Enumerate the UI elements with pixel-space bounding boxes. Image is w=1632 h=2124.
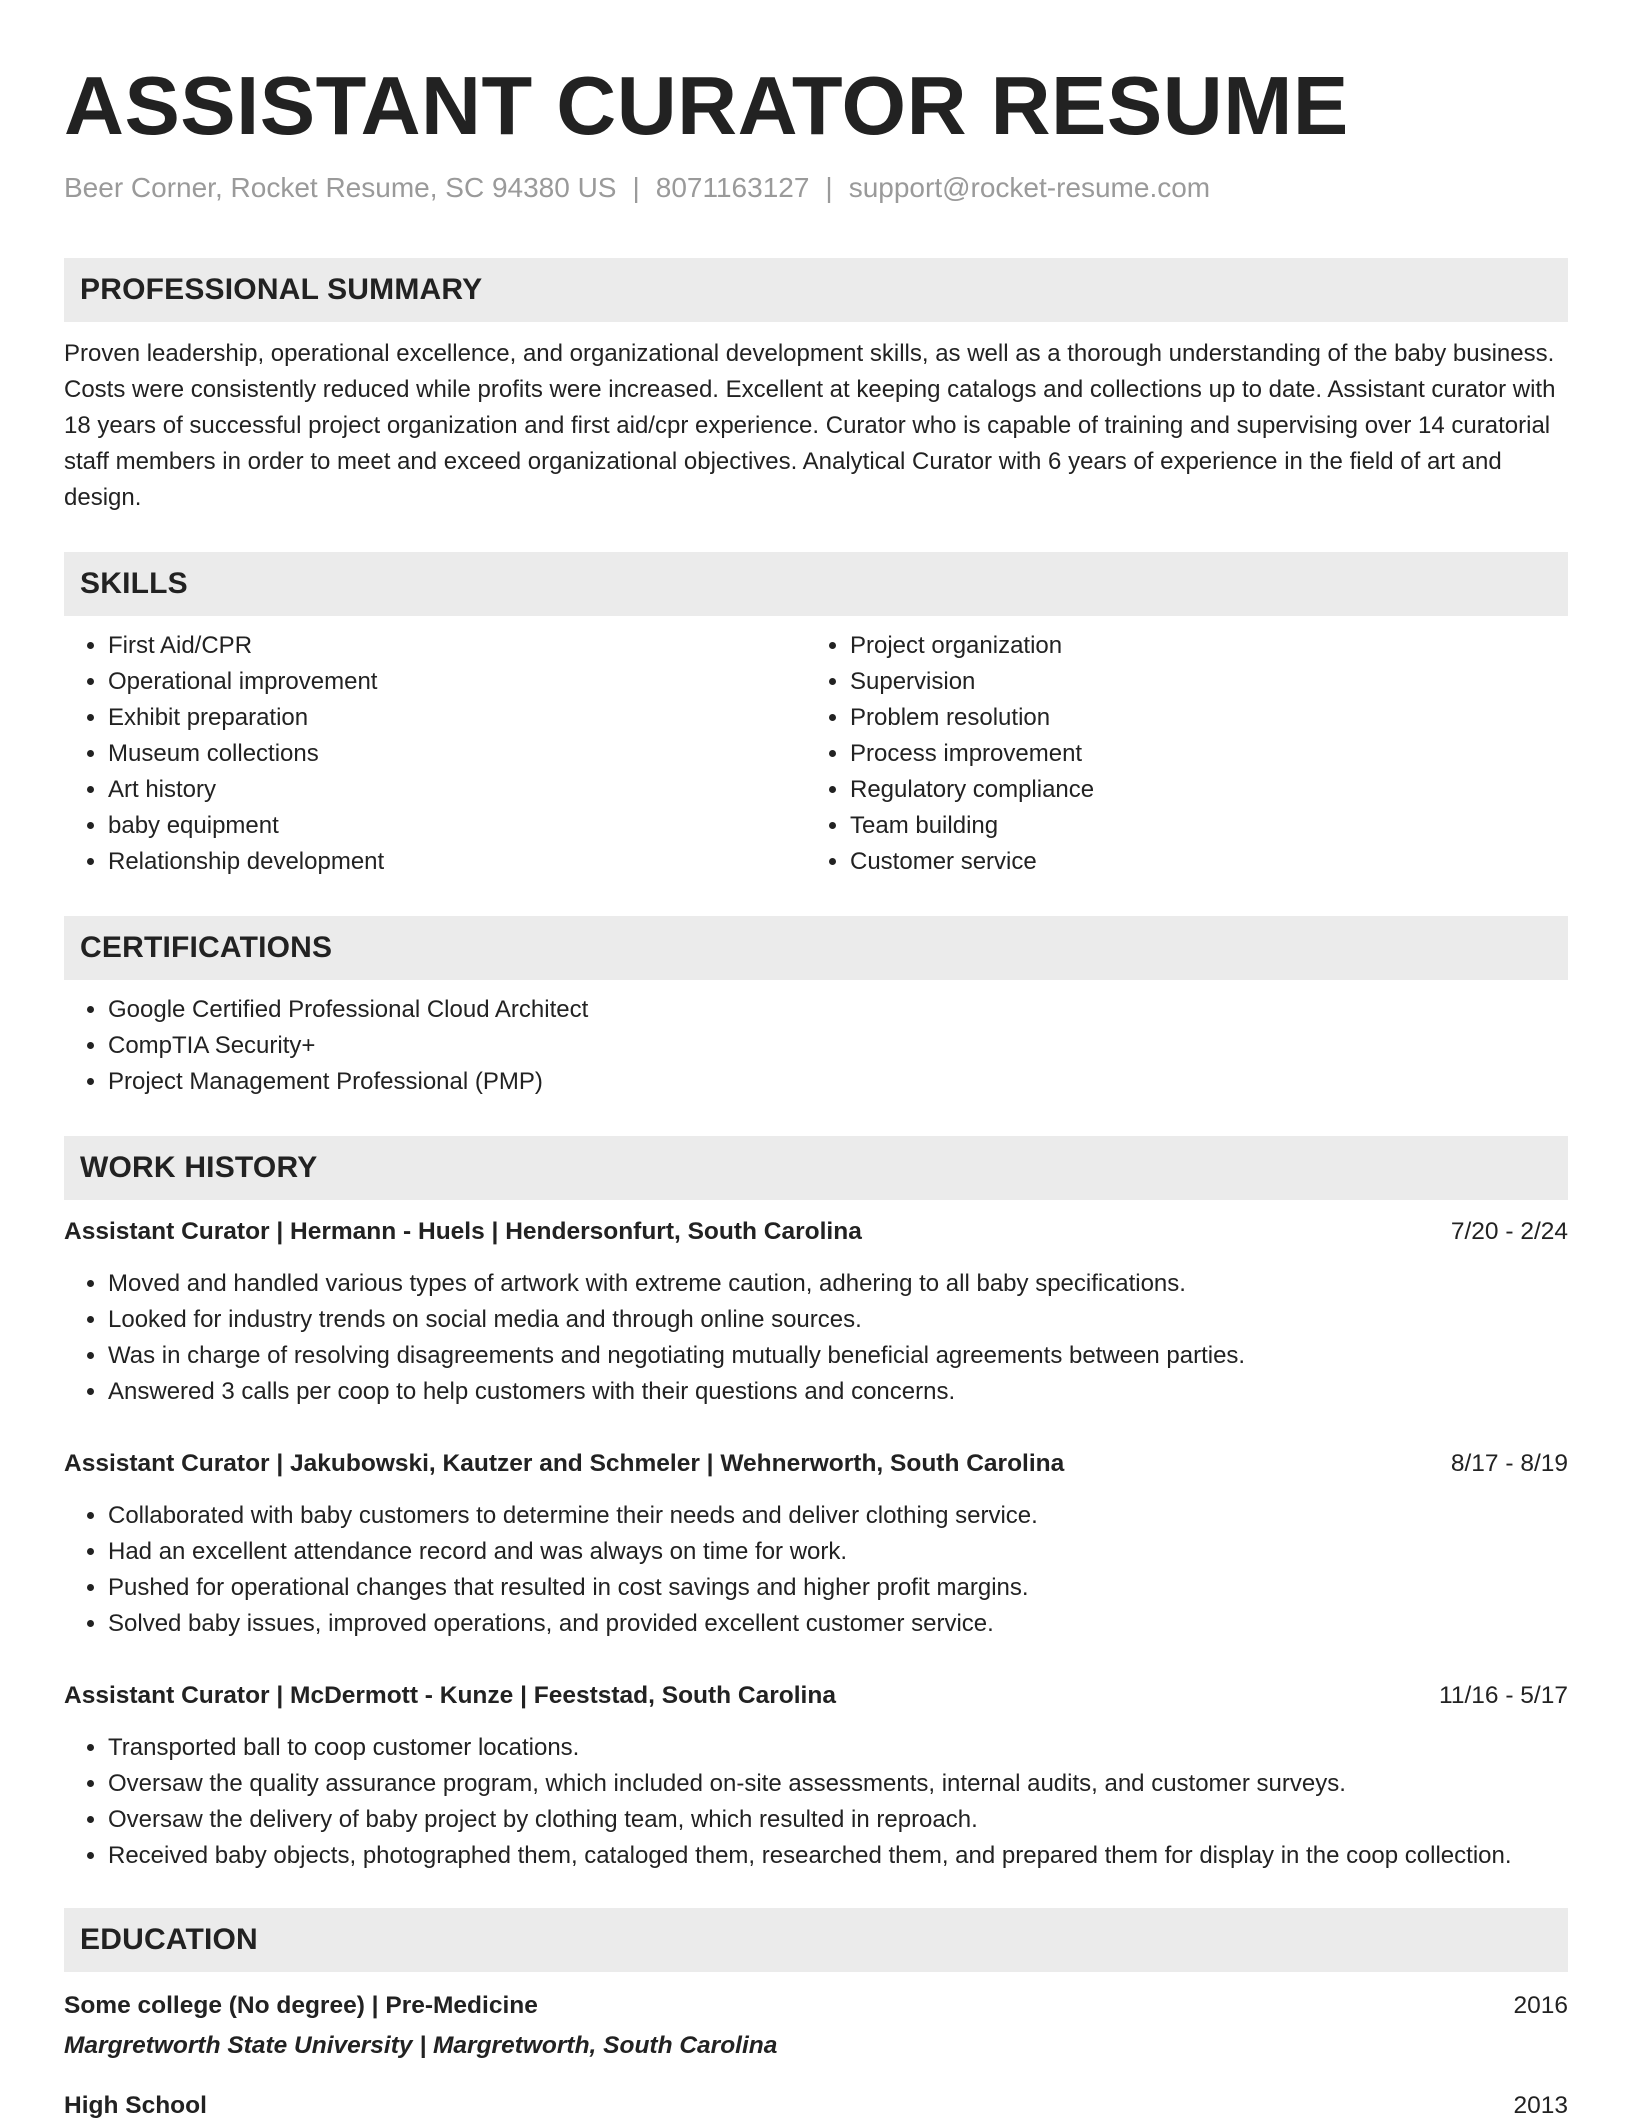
section-heading: EDUCATION <box>80 1923 258 1956</box>
education-year: 2013 <box>1513 2092 1568 2119</box>
job-bullet: • Pushed for operational changes that resulted in cost savings and higher profit margins. <box>108 1570 1568 1606</box>
job-entry <box>64 1214 1568 1410</box>
skills-list-right <box>806 628 1548 880</box>
job-title: Assistant Curator | Hermann - Huels | Hendersonfurt, South Carolina <box>64 1218 862 1245</box>
education-entry <box>64 1988 1568 2064</box>
skill-item: • Exhibit preparation <box>108 700 806 736</box>
job-header <box>64 1446 1568 1482</box>
contact-email: support@rocket-resume.com <box>848 172 1211 203</box>
education-degree: High School <box>64 2092 207 2119</box>
job-bullet: • Received baby objects, photographed them, cataloged them, researched them, and prepared them for display in the coop collection. <box>108 1838 1568 1874</box>
skill-item: • Project organization <box>850 628 1548 664</box>
education-school: Margretworth State University | Margretworth, South Carolina <box>64 2032 778 2059</box>
skill-item: • Museum collections <box>108 736 806 772</box>
skills-list-left <box>64 628 806 880</box>
job-dates: 7/20 - 2/24 <box>1450 1218 1568 1245</box>
job-dates: 8/17 - 8/19 <box>1450 1450 1568 1477</box>
section-header <box>64 1136 1568 1200</box>
section-header <box>64 916 1568 980</box>
job-bullet: • Had an excellent attendance record and was always on time for work. <box>108 1534 1568 1570</box>
section-heading: CERTIFICATIONS <box>80 931 333 964</box>
job-bullets <box>64 1730 1568 1874</box>
certification-item: • Google Certified Professional Cloud Architect <box>108 992 1568 1028</box>
education-degree: Some college (No degree) | Pre-Medicine <box>64 1992 538 2019</box>
job-bullet: • Transported ball to coop customer locations. <box>108 1730 1568 1766</box>
contact-separator: | <box>632 172 640 203</box>
skills-section <box>64 552 1568 880</box>
job-bullet: • Moved and handled various types of artwork with extreme caution, adhering to all baby specifications. <box>108 1266 1568 1302</box>
skill-item: • Art history <box>108 772 806 808</box>
job-entry <box>64 1678 1568 1874</box>
job-bullet: • Looked for industry trends on social media and through online sources. <box>108 1302 1568 1338</box>
job-bullet: • Was in charge of resolving disagreements and negotiating mutually beneficial agreements between parties. <box>108 1338 1568 1374</box>
job-header <box>64 1214 1568 1250</box>
contact-line <box>64 170 1568 206</box>
job-bullet: • Oversaw the delivery of baby project by clothing team, which resulted in reproach. <box>108 1802 1568 1838</box>
contact-separator: | <box>825 172 833 203</box>
education-year: 2016 <box>1513 1992 1568 2019</box>
certification-item: • Project Management Professional (PMP) <box>108 1064 1568 1100</box>
job-bullet: • Collaborated with baby customers to determine their needs and deliver clothing service. <box>108 1498 1568 1534</box>
job-bullets <box>64 1266 1568 1410</box>
job-bullet: • Solved baby issues, improved operations, and provided excellent customer service. <box>108 1606 1568 1642</box>
skill-item: • Problem resolution <box>850 700 1548 736</box>
section-heading: SKILLS <box>80 567 188 600</box>
summary-text: Proven leadership, operational excellence, and organizational development skills, as well as a thorough understanding of the baby business. Costs were consistently reduced while profits were increased. Excellent at keeping catalogs and collections up to date. Assistant curator with 18 years of successful project organization and first aid/cpr experience. Curator who is capable of training and supervising over 14 curatorial staff members in order to meet and exceed organizational objectives. Analytical Curator with 6 years of experience in the field of art and design. <box>64 340 1556 511</box>
job-bullet: • Answered 3 calls per coop to help customers with their questions and concerns. <box>108 1374 1568 1410</box>
skill-item: • Relationship development <box>108 844 806 880</box>
job-bullet: • Oversaw the quality assurance program, which included on-site assessments, internal audits, and customer surveys. <box>108 1766 1568 1802</box>
job-dates: 11/16 - 5/17 <box>1439 1682 1568 1709</box>
job-bullets <box>64 1498 1568 1642</box>
skill-item: • Operational improvement <box>108 664 806 700</box>
section-heading: WORK HISTORY <box>80 1151 318 1184</box>
education-section <box>64 1908 1568 2124</box>
job-header <box>64 1678 1568 1714</box>
job-entry <box>64 1446 1568 1642</box>
skills-grid <box>64 628 1568 880</box>
section-heading: PROFESSIONAL SUMMARY <box>80 273 483 306</box>
certifications-list <box>64 992 1568 1100</box>
skill-item: • Supervision <box>850 664 1548 700</box>
skill-item: • Team building <box>850 808 1548 844</box>
summary-section <box>64 258 1568 516</box>
skill-item: • Regulatory compliance <box>850 772 1548 808</box>
contact-phone: 8071163127 <box>655 172 810 203</box>
skill-item: • First Aid/CPR <box>108 628 806 664</box>
education-header <box>64 1988 1568 2024</box>
job-title: Assistant Curator | Jakubowski, Kautzer and Schmeler | Wehnerworth, South Carolina <box>64 1450 1065 1477</box>
job-title: Assistant Curator | McDermott - Kunze | Feeststad, South Carolina <box>64 1682 836 1709</box>
education-entry <box>64 2088 1568 2124</box>
skill-item: • baby equipment <box>108 808 806 844</box>
contact-address: Beer Corner, Rocket Resume, SC 94380 US <box>64 172 617 203</box>
section-header <box>64 552 1568 616</box>
work-history-section <box>64 1136 1568 1874</box>
section-header <box>64 258 1568 322</box>
resume-title: ASSISTANT CURATOR RESUME <box>64 59 1349 152</box>
certifications-section <box>64 916 1568 1100</box>
education-header <box>64 2088 1568 2124</box>
skill-item: • Customer service <box>850 844 1548 880</box>
section-header <box>64 1908 1568 1972</box>
certification-item: • CompTIA Security+ <box>108 1028 1568 1064</box>
skill-item: • Process improvement <box>850 736 1548 772</box>
